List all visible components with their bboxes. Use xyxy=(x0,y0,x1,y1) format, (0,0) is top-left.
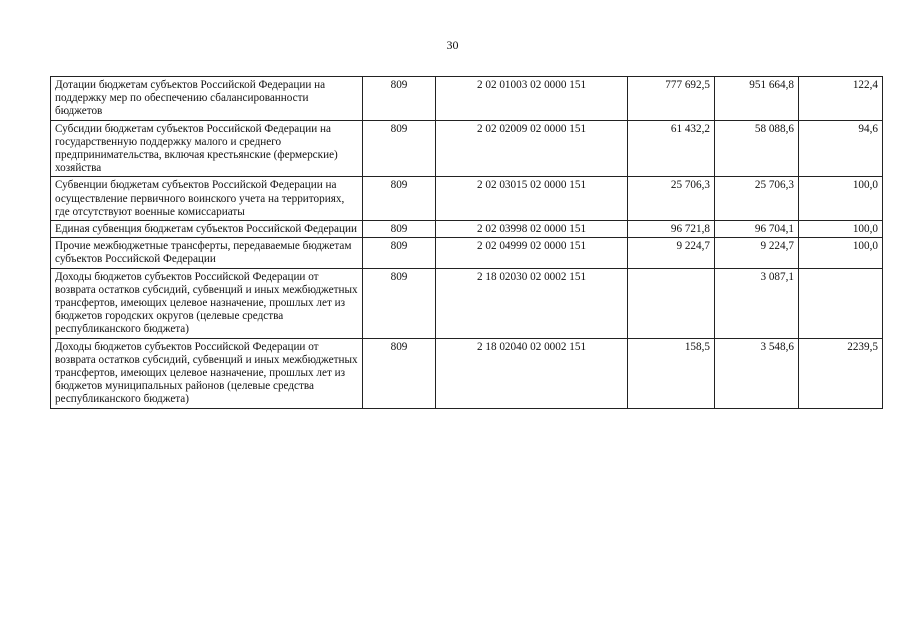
actual-amount-cell: 58 088,6 xyxy=(715,120,799,177)
budget-revenue-table xyxy=(50,76,883,409)
revenue-name-cell: Субвенции бюджетам субъектов Российской Федерации на осуществление первичного воинского учета на территориях, где отсутствуют военные комиссариаты xyxy=(51,177,363,221)
actual-amount-cell: 951 664,8 xyxy=(715,77,799,121)
budget-code-cell: 2 02 01003 02 0000 151 xyxy=(436,77,628,121)
actual-amount-cell: 9 224,7 xyxy=(715,238,799,268)
admin-code-cell: 809 xyxy=(363,177,436,221)
actual-amount-cell: 3 548,6 xyxy=(715,338,799,408)
percent-cell: 94,6 xyxy=(799,120,883,177)
admin-code-cell: 809 xyxy=(363,120,436,177)
percent-cell: 122,4 xyxy=(799,77,883,121)
percent-cell: 100,0 xyxy=(799,238,883,268)
revenue-name-cell: Единая субвенция бюджетам субъектов Российской Федерации xyxy=(51,221,363,238)
revenue-name-cell: Прочие межбюджетные трансферты, передаваемые бюджетам субъектов Российской Федерации xyxy=(51,238,363,268)
table-row xyxy=(51,338,883,408)
admin-code-cell: 809 xyxy=(363,238,436,268)
admin-code-cell: 809 xyxy=(363,338,436,408)
budget-code-cell: 2 18 02030 02 0002 151 xyxy=(436,268,628,338)
planned-amount-cell: 9 224,7 xyxy=(628,238,715,268)
admin-code-cell: 809 xyxy=(363,268,436,338)
revenue-name-cell: Доходы бюджетов субъектов Российской Федерации от возврата остатков субсидий, субвенций и иных межбюджетных трансфертов, имеющих целевое назначение, прошлых лет из бюджетов городских округов (целевые средства республиканского бюджета) xyxy=(51,268,363,338)
table-row xyxy=(51,120,883,177)
table-row xyxy=(51,177,883,221)
budget-code-cell: 2 02 03998 02 0000 151 xyxy=(436,221,628,238)
percent-cell: 2239,5 xyxy=(799,338,883,408)
percent-cell: 100,0 xyxy=(799,177,883,221)
percent-cell xyxy=(799,268,883,338)
table-row xyxy=(51,268,883,338)
budget-code-cell: 2 02 03015 02 0000 151 xyxy=(436,177,628,221)
planned-amount-cell: 25 706,3 xyxy=(628,177,715,221)
percent-cell: 100,0 xyxy=(799,221,883,238)
table-row xyxy=(51,238,883,268)
planned-amount-cell: 158,5 xyxy=(628,338,715,408)
planned-amount-cell: 61 432,2 xyxy=(628,120,715,177)
page-number: 30 xyxy=(446,38,459,52)
planned-amount-cell xyxy=(628,268,715,338)
actual-amount-cell: 25 706,3 xyxy=(715,177,799,221)
revenue-name-cell: Дотации бюджетам субъектов Российской Федерации на поддержку мер по обеспечению сбалансированности бюджетов xyxy=(51,77,363,121)
revenue-name-cell: Субсидии бюджетам субъектов Российской Федерации на государственную поддержку малого и среднего предпринимательства, включая крестьянские (фермерские) хозяйства xyxy=(51,120,363,177)
planned-amount-cell: 96 721,8 xyxy=(628,221,715,238)
admin-code-cell: 809 xyxy=(363,221,436,238)
planned-amount-cell: 777 692,5 xyxy=(628,77,715,121)
budget-code-cell: 2 02 02009 02 0000 151 xyxy=(436,120,628,177)
admin-code-cell: 809 xyxy=(363,77,436,121)
table-row xyxy=(51,221,883,238)
table-row xyxy=(51,77,883,121)
budget-code-cell: 2 18 02040 02 0002 151 xyxy=(436,338,628,408)
revenue-name-cell: Доходы бюджетов субъектов Российской Федерации от возврата остатков субсидий, субвенций и иных межбюджетных трансфертов, имеющих целевое назначение, прошлых лет из бюджетов муниципальных районов (целевые средства республиканского бюджета) xyxy=(51,338,363,408)
actual-amount-cell: 96 704,1 xyxy=(715,221,799,238)
actual-amount-cell: 3 087,1 xyxy=(715,268,799,338)
budget-code-cell: 2 02 04999 02 0000 151 xyxy=(436,238,628,268)
